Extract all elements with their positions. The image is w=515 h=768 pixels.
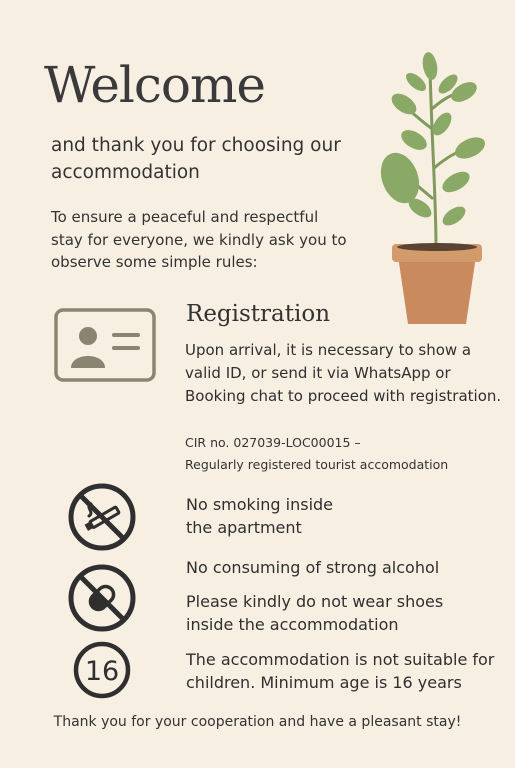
page-title: Welcome [44,56,266,114]
age-badge-text: 16 [84,656,120,687]
age-16-icon [72,640,132,700]
rule-no-alcohol: No consuming of strong alcohol [186,558,440,577]
rule-no-smoking: No smoking inside the apartment [186,495,334,537]
registration-title: Registration [186,301,331,327]
registration-cir [185,432,505,476]
registration-text: Upon arrival, it is necessary to show a valid ID, or send it via WhatsApp or Booking chat to proceed with registration. [185,341,502,405]
cir-number: CIR no. 027039-LOC00015 – [185,435,361,450]
no-smoking-icon [67,482,137,552]
subtitle: and thank you for choosing our accommodation [51,135,341,183]
rule-no-shoes: Please kindly do not wear shoes inside the accommodation [186,592,444,634]
id-card-icon [54,308,156,382]
intro-text: To ensure a peaceful and respectful stay for everyone, we kindly ask you to observe some simple rules: [51,208,347,271]
registration-status: Regularly registered tourist accomodation [185,457,449,472]
footer-text: Thank you for your cooperation and have a pleasant stay! [53,714,462,730]
potted-plant-icon [380,48,490,328]
no-alcohol-icon [67,563,137,633]
rule-age-limit: The accommodation is not suitable for children. Minimum age is 16 years [186,650,495,692]
